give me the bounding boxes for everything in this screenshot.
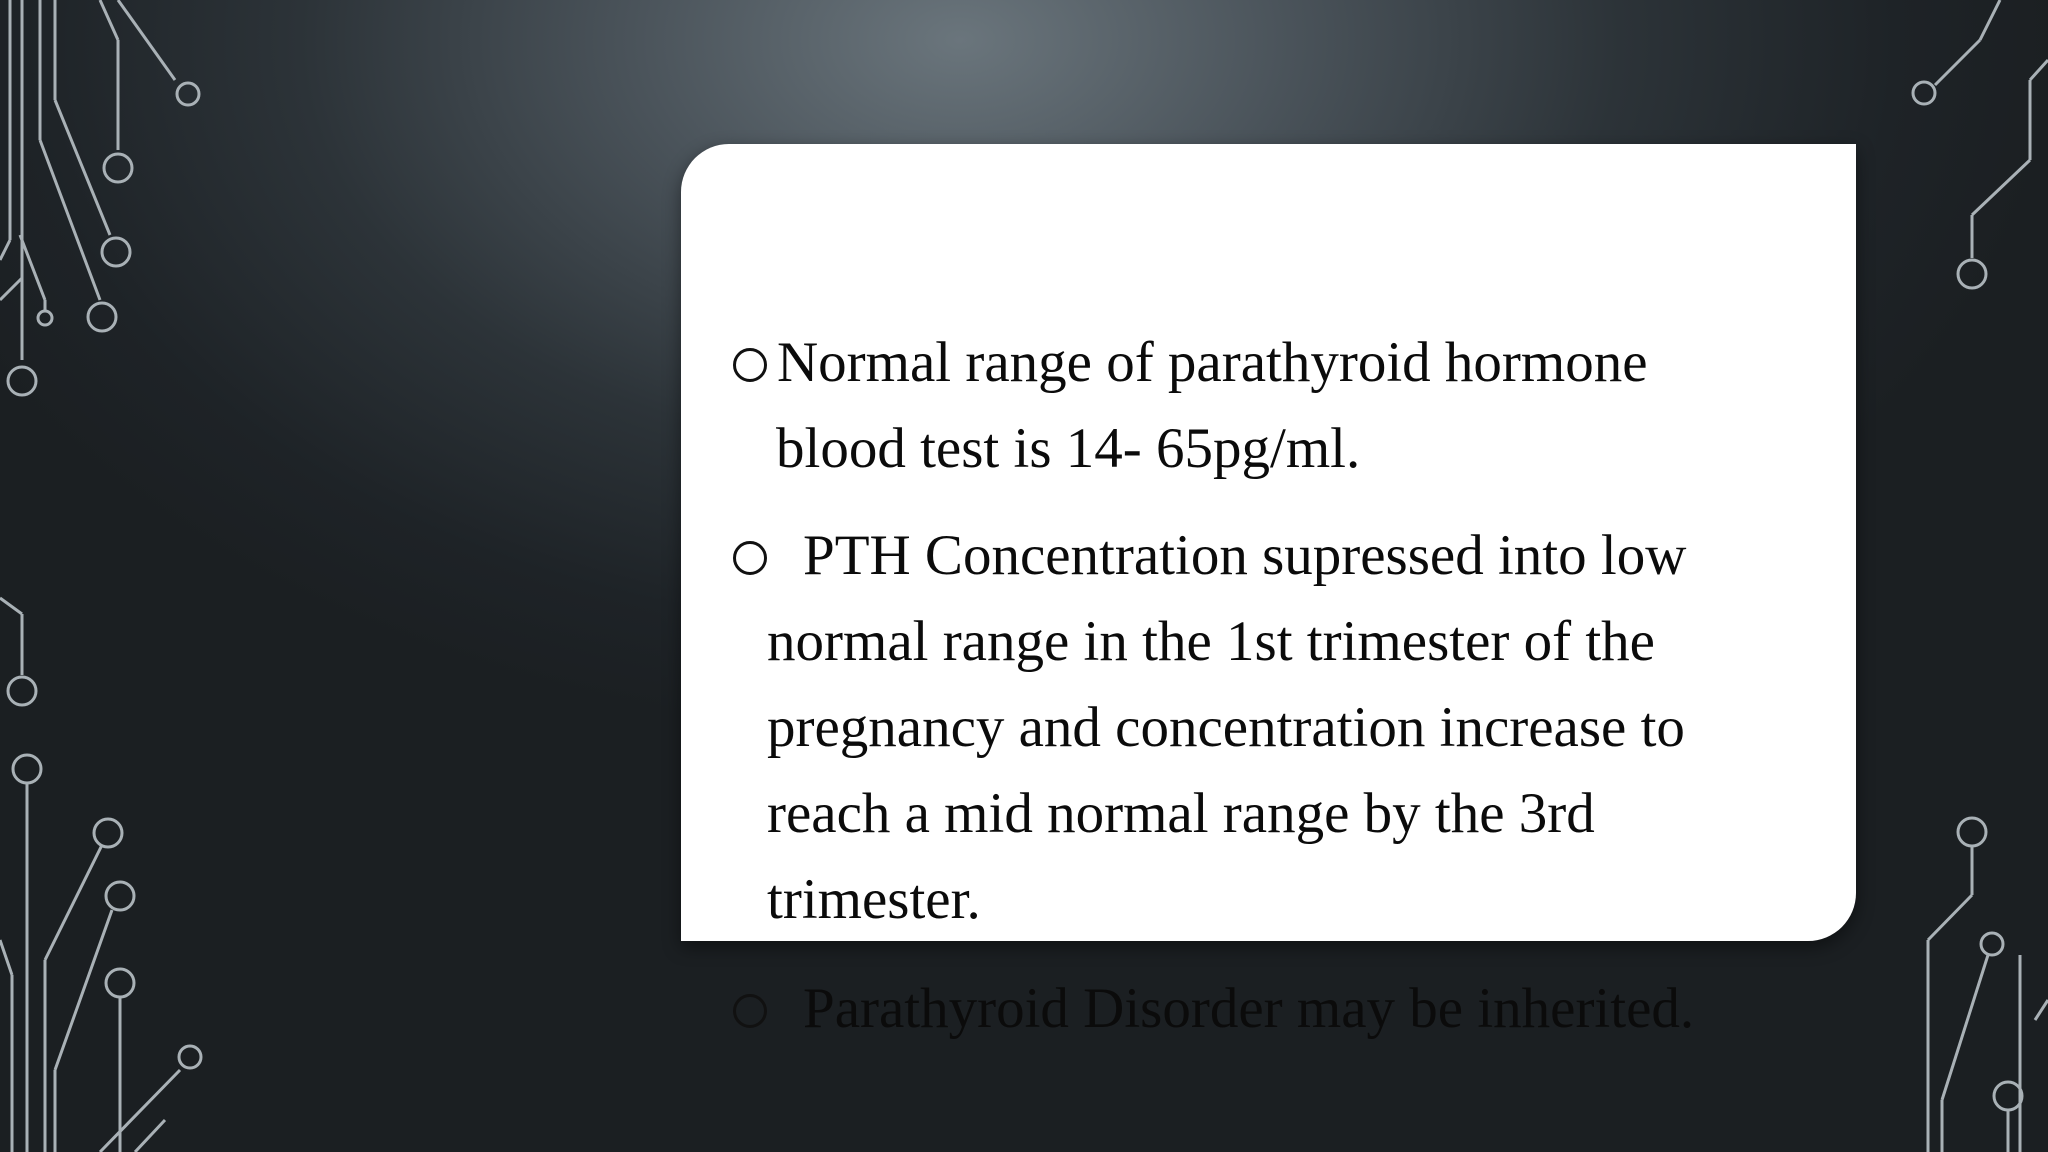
bullet-item	[733, 513, 1813, 943]
bullet-text	[767, 513, 1687, 943]
circuit-top-right	[1913, 0, 2048, 288]
content-card	[681, 144, 1856, 1040]
bullet-line: reach a mid normal range by the 3rd	[767, 782, 1595, 845]
bullet-line: Normal range of parathyroid hormone	[777, 331, 1648, 394]
hollow-circle-icon	[733, 541, 767, 575]
circuit-top-left	[0, 0, 199, 395]
hollow-circle-icon	[733, 994, 767, 1028]
bullet-item	[733, 320, 1813, 492]
bullet-line: blood test is 14- 65pg/ml.	[776, 417, 1361, 480]
bullet-text	[777, 320, 1648, 492]
bullet-line: PTH Concentration supressed into low	[803, 524, 1687, 587]
hollow-circle-icon	[733, 348, 767, 382]
bullet-line: Parathyroid Disorder may be inherited.	[803, 977, 1695, 1040]
circuit-bottom-left	[0, 783, 201, 1152]
circuit-mid-left	[0, 598, 41, 783]
bullet-line: pregnancy and concentration increase to	[767, 696, 1685, 759]
bullet-item	[733, 966, 1813, 1052]
bullet-text	[803, 966, 1694, 1052]
circuit-bottom-right	[1928, 818, 2048, 1152]
bullet-line: normal range in the 1st trimester of the	[767, 610, 1655, 673]
bullet-line: trimester.	[767, 868, 981, 931]
